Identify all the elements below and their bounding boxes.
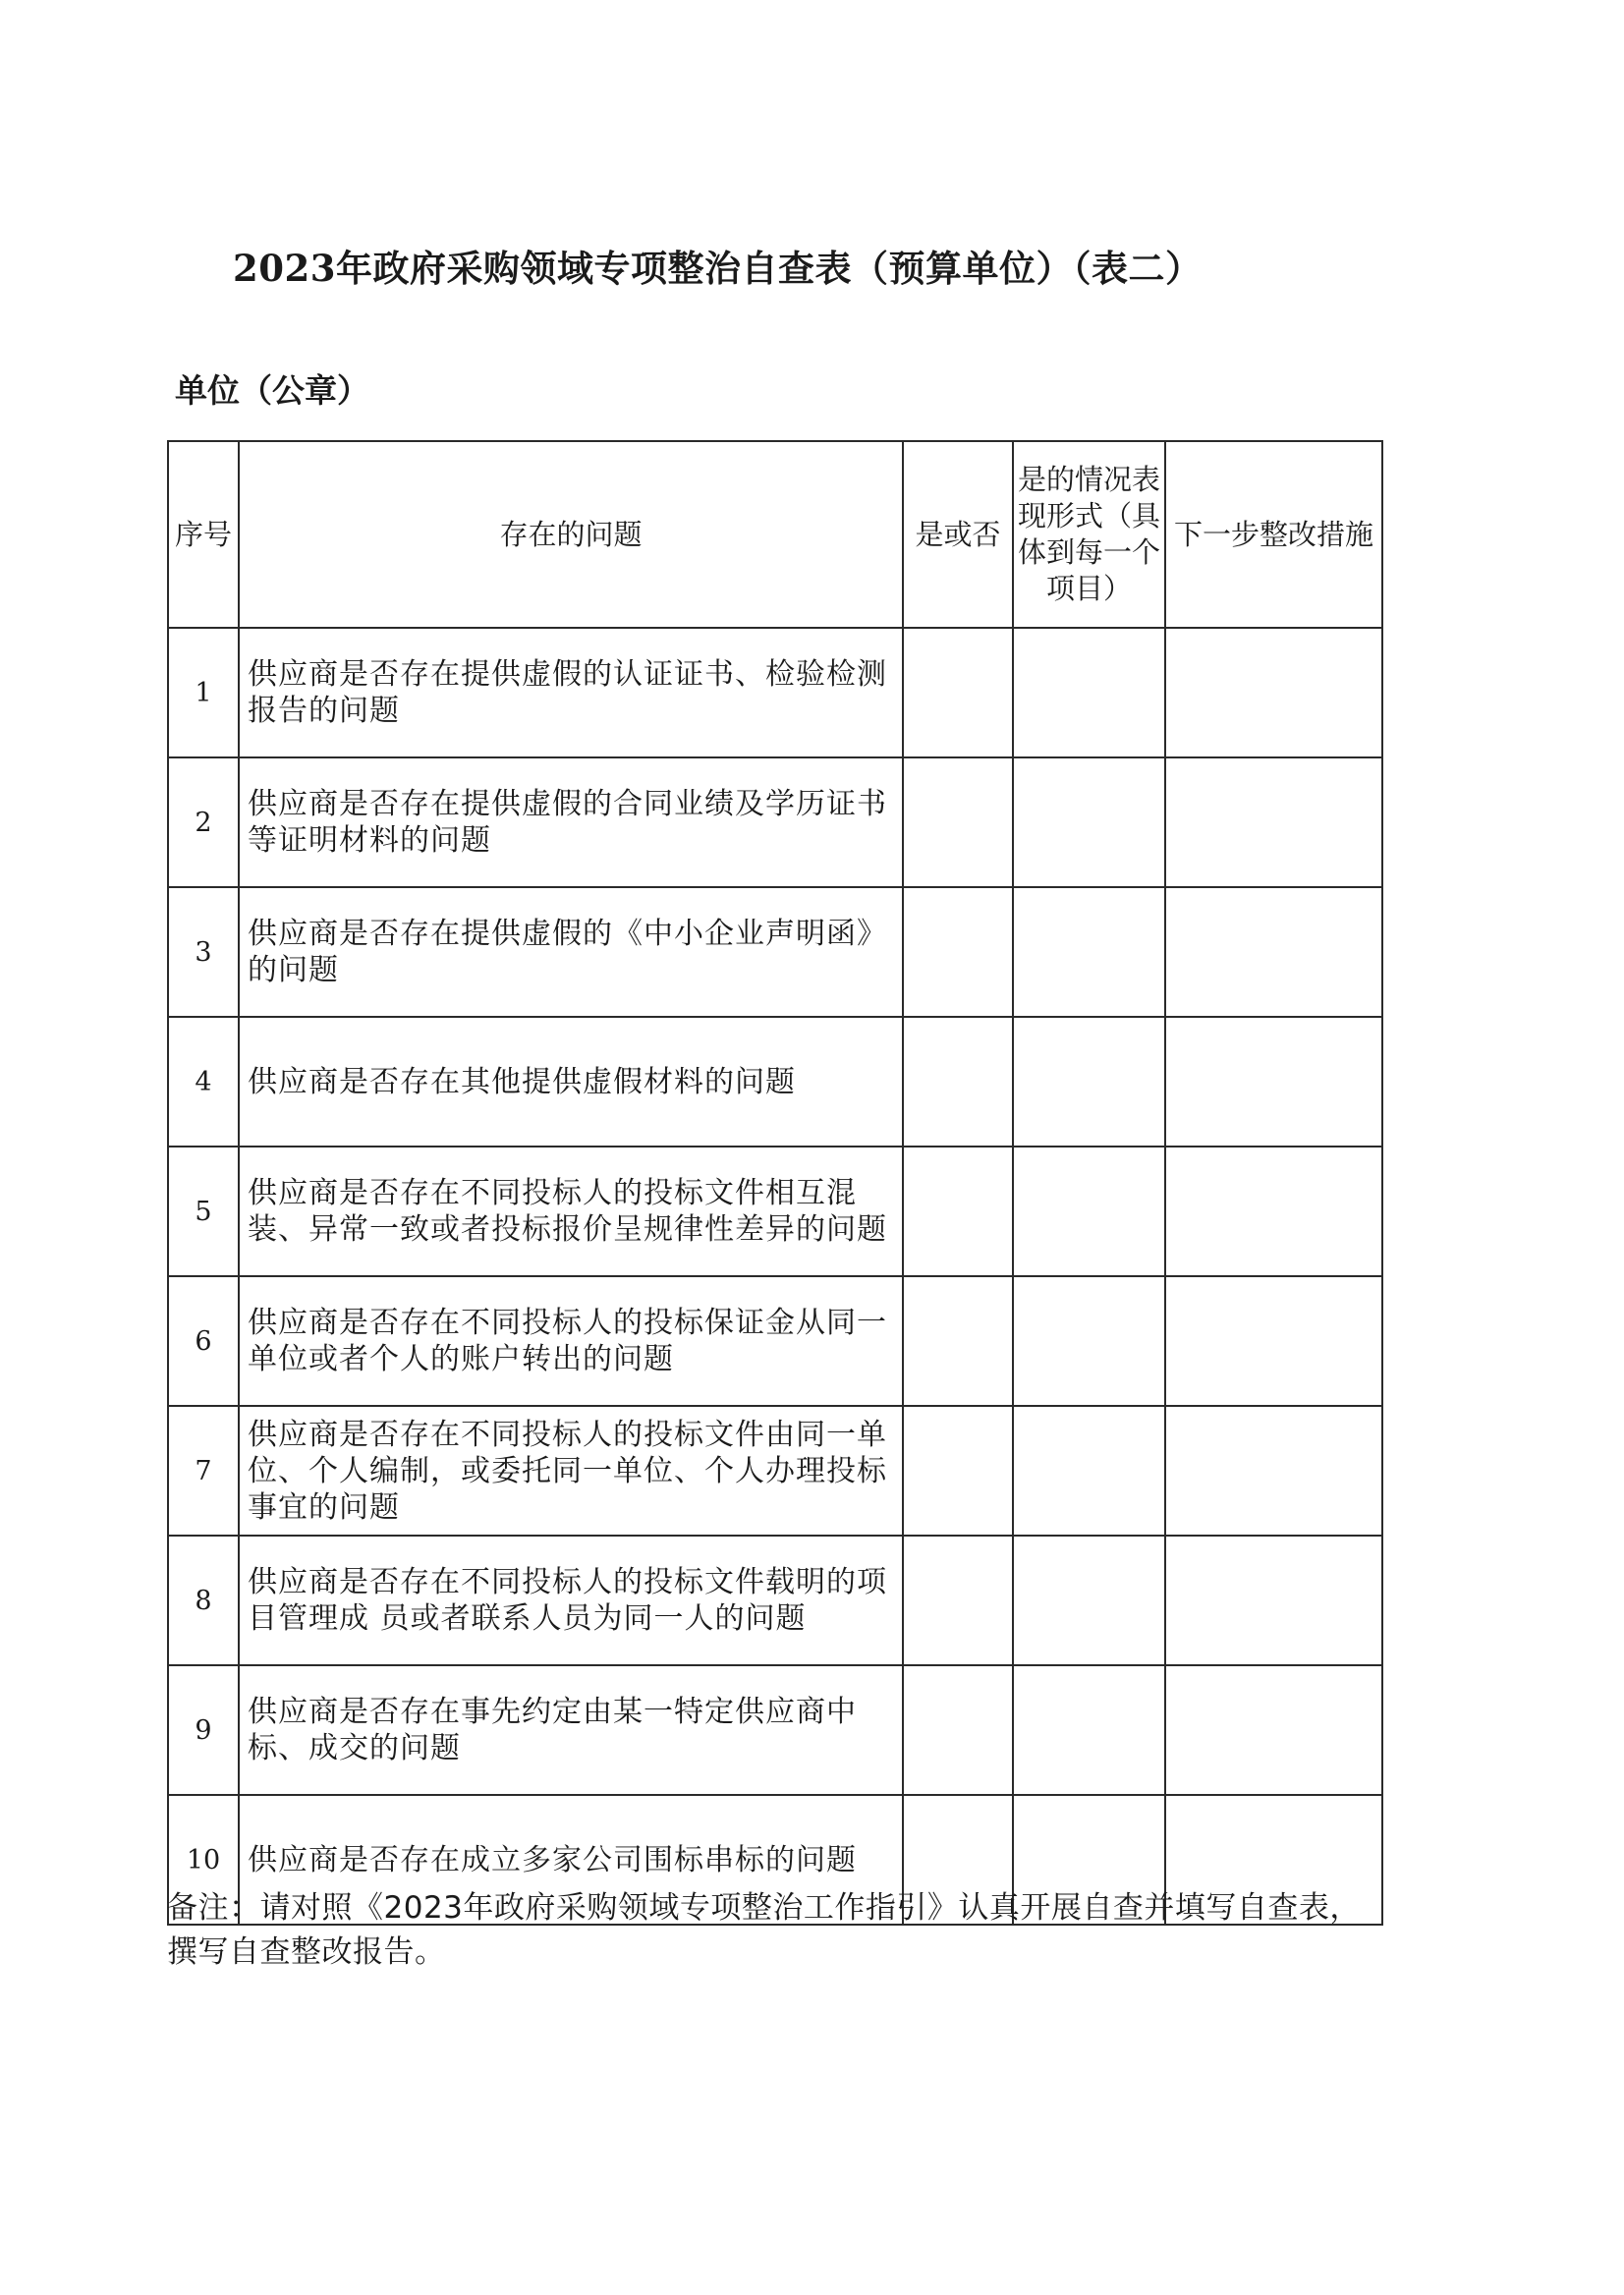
next-steps-cell[interactable] [1165, 757, 1382, 887]
next-steps-cell[interactable] [1165, 1536, 1382, 1665]
table-row [168, 628, 1382, 757]
next-steps-cell[interactable] [1165, 1665, 1382, 1795]
table-row [168, 1147, 1382, 1276]
header-issue: 存在的问题 [239, 441, 903, 628]
manifestation-cell[interactable] [1013, 1406, 1165, 1536]
remark-note: 备注：请对照《2023年政府采购领域专项整治工作指引》认真开展自查并填写自查表，撰写自查整改报告。 [167, 1890, 1361, 1970]
table-row [168, 1406, 1382, 1536]
yes-no-cell[interactable] [903, 628, 1013, 757]
next-steps-cell[interactable] [1165, 628, 1382, 757]
table-row [168, 757, 1382, 887]
row-issue: 供应商是否存在其他提供虚假材料的问题 [239, 1017, 903, 1147]
manifestation-cell[interactable] [1013, 1665, 1165, 1795]
next-steps-cell[interactable] [1165, 1276, 1382, 1406]
manifestation-cell[interactable] [1013, 1017, 1165, 1147]
table-row [168, 1276, 1382, 1406]
header-yes-no: 是或否 [903, 441, 1013, 628]
next-steps-cell[interactable] [1165, 1017, 1382, 1147]
unit-seal-label: 单位（公章） [175, 371, 369, 410]
row-issue: 供应商是否存在成立多家公司围标串标的问题 [239, 1795, 903, 1925]
manifestation-cell[interactable] [1013, 628, 1165, 757]
yes-no-cell[interactable] [903, 1017, 1013, 1147]
row-index: 8 [168, 1536, 239, 1665]
table-row [168, 1665, 1382, 1795]
table-header-row [168, 441, 1382, 628]
yes-no-cell[interactable] [903, 887, 1013, 1017]
next-steps-cell[interactable] [1165, 887, 1382, 1017]
table-row [168, 1536, 1382, 1665]
next-steps-cell[interactable] [1165, 1147, 1382, 1276]
row-issue: 供应商是否存在提供虚假的认证证书、检验检测报告的问题 [239, 628, 903, 757]
header-next-steps: 下一步整改措施 [1165, 441, 1382, 628]
row-issue: 供应商是否存在不同投标人的投标保证金从同一单位或者个人的账户转出的问题 [239, 1276, 903, 1406]
manifestation-cell[interactable] [1013, 757, 1165, 887]
row-issue: 供应商是否存在不同投标人的投标文件由同一单位、个人编制，或委托同一单位、个人办理投标事宜的问题 [239, 1406, 903, 1536]
row-issue: 供应商是否存在事先约定由某一特定供应商中标、成交的问题 [239, 1665, 903, 1795]
header-index: 序号 [168, 441, 239, 628]
row-index: 6 [168, 1276, 239, 1406]
manifestation-cell[interactable] [1013, 1276, 1165, 1406]
row-index: 3 [168, 887, 239, 1017]
row-issue: 供应商是否存在提供虚假的合同业绩及学历证书等证明材料的问题 [239, 757, 903, 887]
row-index: 10 [168, 1795, 239, 1925]
manifestation-cell[interactable] [1013, 1147, 1165, 1276]
table-row [168, 887, 1382, 1017]
manifestation-cell[interactable] [1013, 887, 1165, 1017]
table-row [168, 1017, 1382, 1147]
row-index: 4 [168, 1017, 239, 1147]
row-issue: 供应商是否存在提供虚假的《中小企业声明函》的问题 [239, 887, 903, 1017]
yes-no-cell[interactable] [903, 1665, 1013, 1795]
next-steps-cell[interactable] [1165, 1406, 1382, 1536]
row-issue: 供应商是否存在不同投标人的投标文件载明的项目管理成 员或者联系人员为同一人的问题 [239, 1536, 903, 1665]
yes-no-cell[interactable] [903, 1147, 1013, 1276]
yes-no-cell[interactable] [903, 1406, 1013, 1536]
row-index: 1 [168, 628, 239, 757]
yes-no-cell[interactable] [903, 1536, 1013, 1665]
yes-no-cell[interactable] [903, 1276, 1013, 1406]
header-manifestation: 是的情况表现形式（具体到每一个项目） [1013, 441, 1165, 628]
page-title: 2023年政府采购领域专项整治自查表（预算单位）（表二） [233, 247, 1203, 290]
manifestation-cell[interactable] [1013, 1536, 1165, 1665]
yes-no-cell[interactable] [903, 757, 1013, 887]
row-issue: 供应商是否存在不同投标人的投标文件相互混装、异常一致或者投标报价呈规律性差异的问题 [239, 1147, 903, 1276]
row-index: 7 [168, 1406, 239, 1536]
row-index: 5 [168, 1147, 239, 1276]
row-index: 2 [168, 757, 239, 887]
row-index: 9 [168, 1665, 239, 1795]
self-check-table [167, 440, 1383, 1926]
